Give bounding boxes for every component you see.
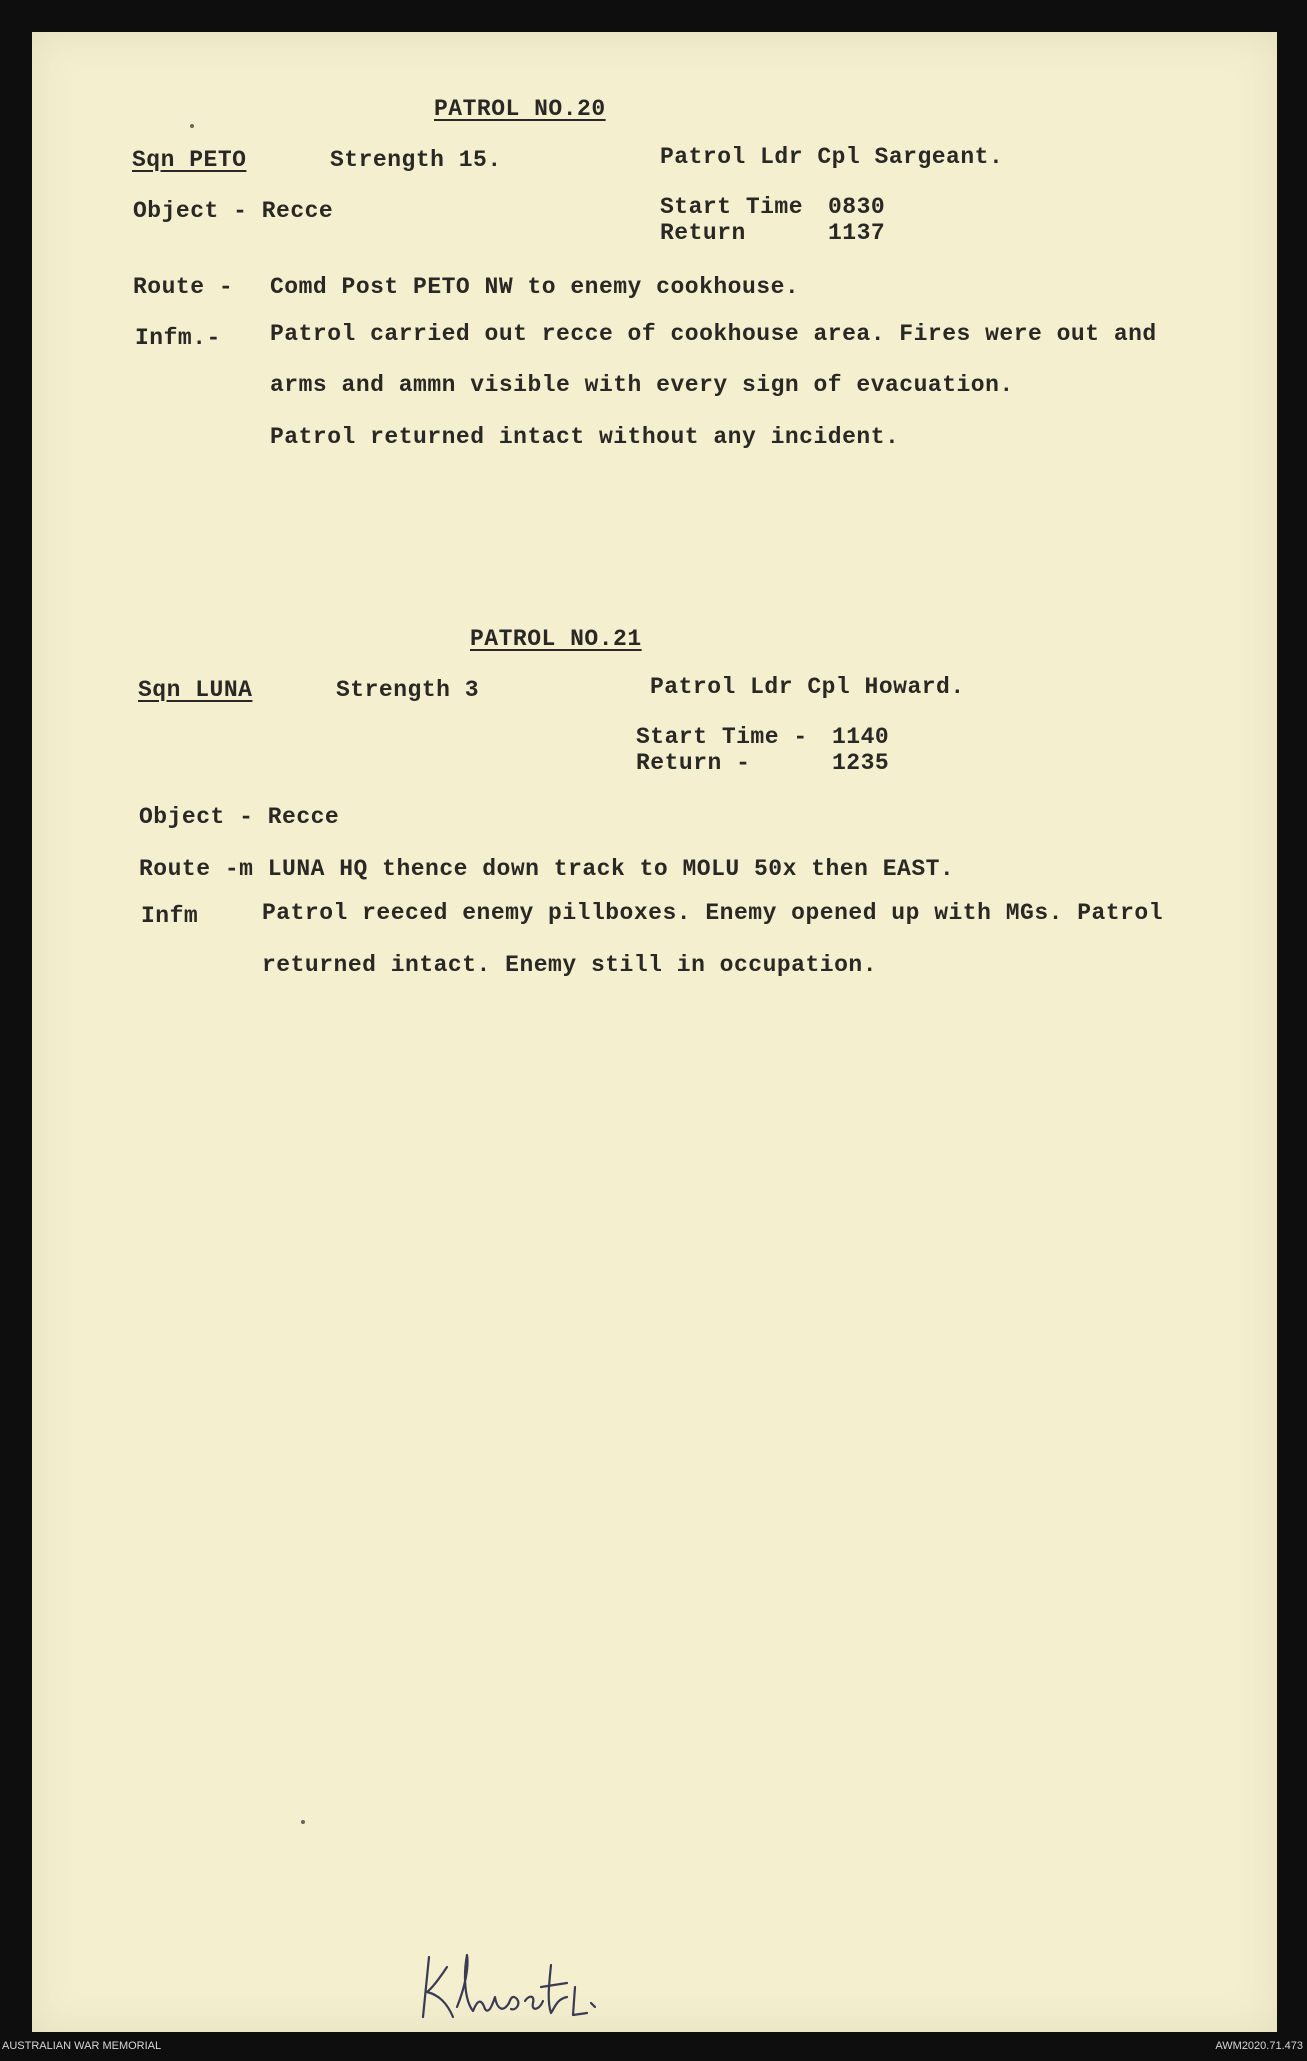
patrol-21-start-value: 1140 <box>832 724 890 750</box>
paper-speck <box>190 124 194 128</box>
patrol-20-title: PATROL NO.20 <box>434 96 606 122</box>
patrol-21-infm-line: Patrol reeced enemy pillboxes. Enemy opened up with MGs. Patrol <box>262 900 1164 926</box>
patrol-21-infm-line: returned intact. Enemy still in occupation. <box>262 952 877 978</box>
patrol-21-title: PATROL NO.21 <box>470 626 642 652</box>
patrol-21-leader: Patrol Ldr Cpl Howard. <box>650 674 965 700</box>
patrol-20-infm-line: arms and ammn visible with every sign of evacuation. <box>270 372 1014 398</box>
patrol-20-infm-line: Patrol returned intact without any incident. <box>270 424 900 450</box>
patrol-20-infm-line: Patrol carried out recce of cookhouse area. Fires were out and <box>270 321 1157 347</box>
patrol-21-squadron: Sqn LUNA <box>138 677 253 703</box>
patrol-20-route-text: Comd Post PETO NW to enemy cookhouse. <box>270 274 800 300</box>
patrol-21-start-label: Start Time - <box>636 724 808 750</box>
patrol-21-infm-label: Infm <box>141 903 199 929</box>
patrol-21-return-label: Return - <box>636 750 751 776</box>
patrol-20-leader: Patrol Ldr Cpl Sargeant. <box>660 144 1004 170</box>
patrol-21-return-value: 1235 <box>832 750 890 776</box>
document-page <box>32 32 1277 2032</box>
patrol-20-return-value: 1137 <box>828 220 886 246</box>
patrol-20-strength: Strength 15. <box>330 147 502 173</box>
patrol-20-object: Object - Recce <box>133 198 334 224</box>
patrol-20-route-label: Route - <box>133 274 234 300</box>
patrol-20-start-value: 0830 <box>828 194 886 220</box>
patrol-20-return-label: Return <box>660 220 746 246</box>
patrol-21-strength: Strength 3 <box>336 677 480 703</box>
footer-reference: AWM2020.71.473 <box>1215 2040 1303 2052</box>
paper-speck <box>301 1820 305 1824</box>
patrol-20-infm-label: Infm.- <box>135 325 221 351</box>
patrol-21-object: Object - Recce <box>139 804 340 830</box>
handwritten-signature <box>417 1937 607 2027</box>
patrol-20-squadron: Sqn PETO <box>132 147 247 173</box>
patrol-20-start-label: Start Time <box>660 194 804 220</box>
footer-institution: AUSTRALIAN WAR MEMORIAL <box>2 2040 162 2052</box>
patrol-21-route: Route -m LUNA HQ thence down track to MOLU 50x then EAST. <box>139 856 955 882</box>
